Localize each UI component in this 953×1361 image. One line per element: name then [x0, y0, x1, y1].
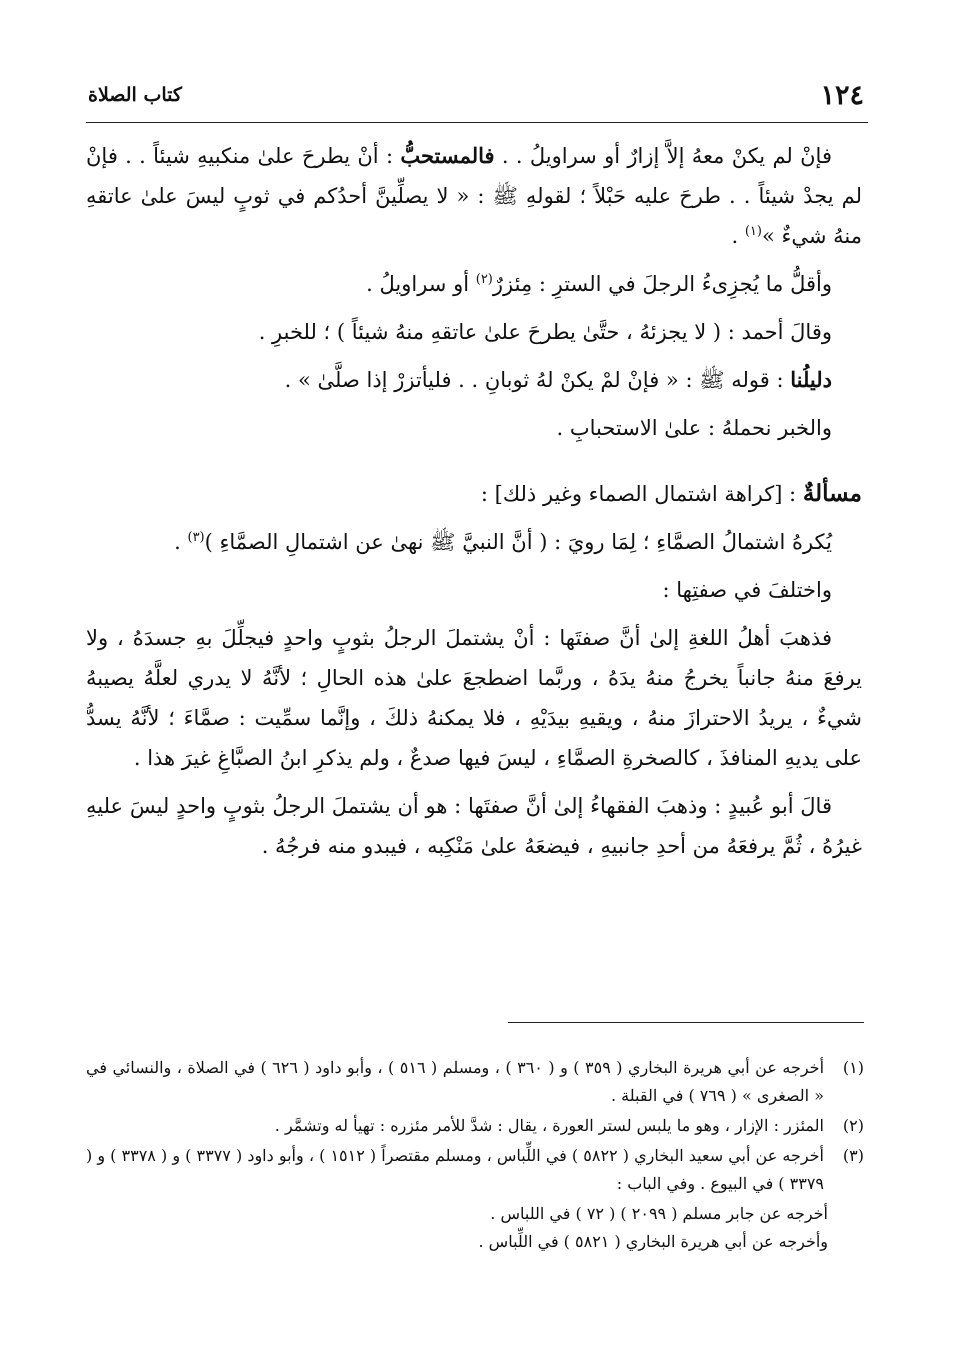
masala-title: مسألةٌ [802, 480, 862, 507]
footnotes [86, 1054, 864, 1256]
paragraph-1-text-b: : أنْ يطرحَ علىٰ منكبيهِ شيئاً . . فإنْ لم يجدْ شيئاً . . طرحَ عليه حَبْلاً ؛ لقولهِ ﷺ : « لا يصلِّينَّ أحدُكم في ثوبٍ ليسَ علىٰ عاتقهِ منهُ شيءٌ » [86, 144, 862, 248]
footnote-ref-3: (٣) [187, 530, 205, 545]
footnote-3-sub-2: وأخرجه عن أبي هريرة البخاري ( ٥٨٢١ ) في اللِّباس . [478, 1232, 828, 1251]
masala-heading [86, 474, 862, 514]
footnote-3-sub-1: أخرجه عن جابر مسلم ( ٢٠٩٩ ) ( ٧٢ ) في اللباس . [490, 1204, 828, 1223]
paragraph-1 [86, 136, 862, 256]
footnote-text: أخرجه عن أبي هريرة البخاري ( ٣٥٩ ) و ( ٣٦٠ ) ، ومسلم ( ٥١٦ ) ، وأبو داود ( ٦٢٦ ) في الصلاة ، والنسائي في « الصغرى » ( ٧٦٩ ) في القبلة . [86, 1058, 825, 1105]
main-text [86, 136, 862, 874]
paragraph-2-text-a: وأقلُّ ما يُجزِىءُ الرجلَ في السترِ : مِئزرٌ [492, 272, 832, 296]
paragraph-8: فذهبَ أهلُ اللغةِ إلىٰ أنَّ صفتَها : أنْ يشتملَ الرجلُ بثوبٍ واحدٍ فيجلِّلَ بهِ جسدَهُ ، ولا يرفعَ منهُ جانباً يخرجُ منهُ يدَهُ ، وربَّما اضطجعَ علىٰ هذه الحالِ ؛ لأنَّهُ لا يدري لعلَّهُ يصيبهُ شيءٌ ، يريدُ الاحترازَ منهُ ، ويقيهِ بيدَيْهِ ، فلا يمكنهُ ذلكَ ، وإنَّما سمِّيت : صمَّاءَ ؛ لأنَّهُ يسدُّ على يديهِ المنافذَ ، كالصخرةِ الصمَّاءِ ، ليسَ فيها صدعٌ ، ولم يذكرِ ابنُ الصبَّاغِ غيرَ هذا . [86, 626, 862, 770]
footnote-number: (١) [842, 1058, 864, 1077]
paragraph-1-text-a: فإنْ لم يكنْ معهُ إلاَّ إزارٌ أو سراويلُ . . [494, 144, 832, 168]
paragraph-9: قالَ أبو عُبيدٍ : وذهبَ الفقهاءُ إلىٰ أنَّ صفتَها : هو أن يشتملَ الرجلُ بثوبٍ واحدٍ ليسَ عليهِ غيرُهُ ، ثُمَّ يرفعَهُ من أحدِ جانبيهِ ، فيضعَهُ علىٰ مَنْكِبه ، فيبدو منه فرجُهُ . [86, 794, 862, 858]
paragraph-7: واختلفَ في صفتِها : [662, 578, 832, 602]
paragraph-5: والخبر نحملهُ : علىٰ الاستحبابِ . [556, 416, 832, 440]
paragraph-2 [86, 264, 862, 304]
paragraph-6 [86, 522, 862, 562]
footnote-separator [508, 1022, 864, 1023]
paragraph-3: وقالَ أحمد : ( لا يجزئهُ ، حتَّىٰ يطرحَ علىٰ عاتقهِ منهُ شيئاً ) ؛ للخبرِ . [258, 320, 832, 344]
masala-subtitle: : [كراهة اشتمال الصماء وغير ذلك] : [480, 482, 803, 506]
footnote-text: المئزر : الإزار ، وهو ما يلبس لستر العورة ، يقال : شدَّ للأمر مئزره : تهيأ له وتشمَّر . [274, 1116, 824, 1135]
footnote-ref-1: (١) [744, 224, 762, 239]
keyword-mustahab: فالمستحبُّ [400, 143, 495, 168]
footnote-text: أخرجه عن أبي سعيد البخاري ( ٥٨٢٢ ) في اللِّباس ، ومسلم مقتصراً ( ١٥١٢ ) ، وأبو داود ( ٣٣٧٧ ) و ( ٣٣٧٨ ) و ( ٣٣٧٩ ) في البيوع . وفي الباب : [86, 1146, 825, 1193]
paragraph-6-text-a: يُكرهُ اشتمالُ الصمَّاءِ ؛ لِمَا رويَ : ( أنَّ النبيَّ ﷺ نهىٰ عن اشتمالِ الصمَّاءِ ) [204, 530, 832, 554]
footnote-ref-2: (٢) [475, 272, 493, 287]
footnote-2 [86, 1112, 864, 1140]
footnote-1 [86, 1054, 864, 1110]
paragraph-1-text-c: . [731, 224, 745, 248]
page-header [88, 80, 864, 112]
keyword-dalil: دليلُنا [790, 367, 832, 392]
footnote-number: (٢) [842, 1116, 864, 1135]
footnote-3 [86, 1142, 864, 1198]
running-title: كتاب الصلاة [88, 84, 182, 106]
paragraph-4-text: : قوله ﷺ : « فإنْ لمْ يكنْ لهُ ثوبانِ . . فليأتزرْ إذا صلَّىٰ » . [284, 368, 791, 392]
page-number: ١٢٤ [820, 80, 864, 111]
paragraph-4 [86, 360, 862, 400]
header-rule [86, 122, 868, 123]
paragraph-6-text-b: . [174, 530, 188, 554]
paragraph-2-text-b: أو سراويلُ . [366, 272, 476, 296]
footnote-number: (٣) [842, 1146, 864, 1165]
